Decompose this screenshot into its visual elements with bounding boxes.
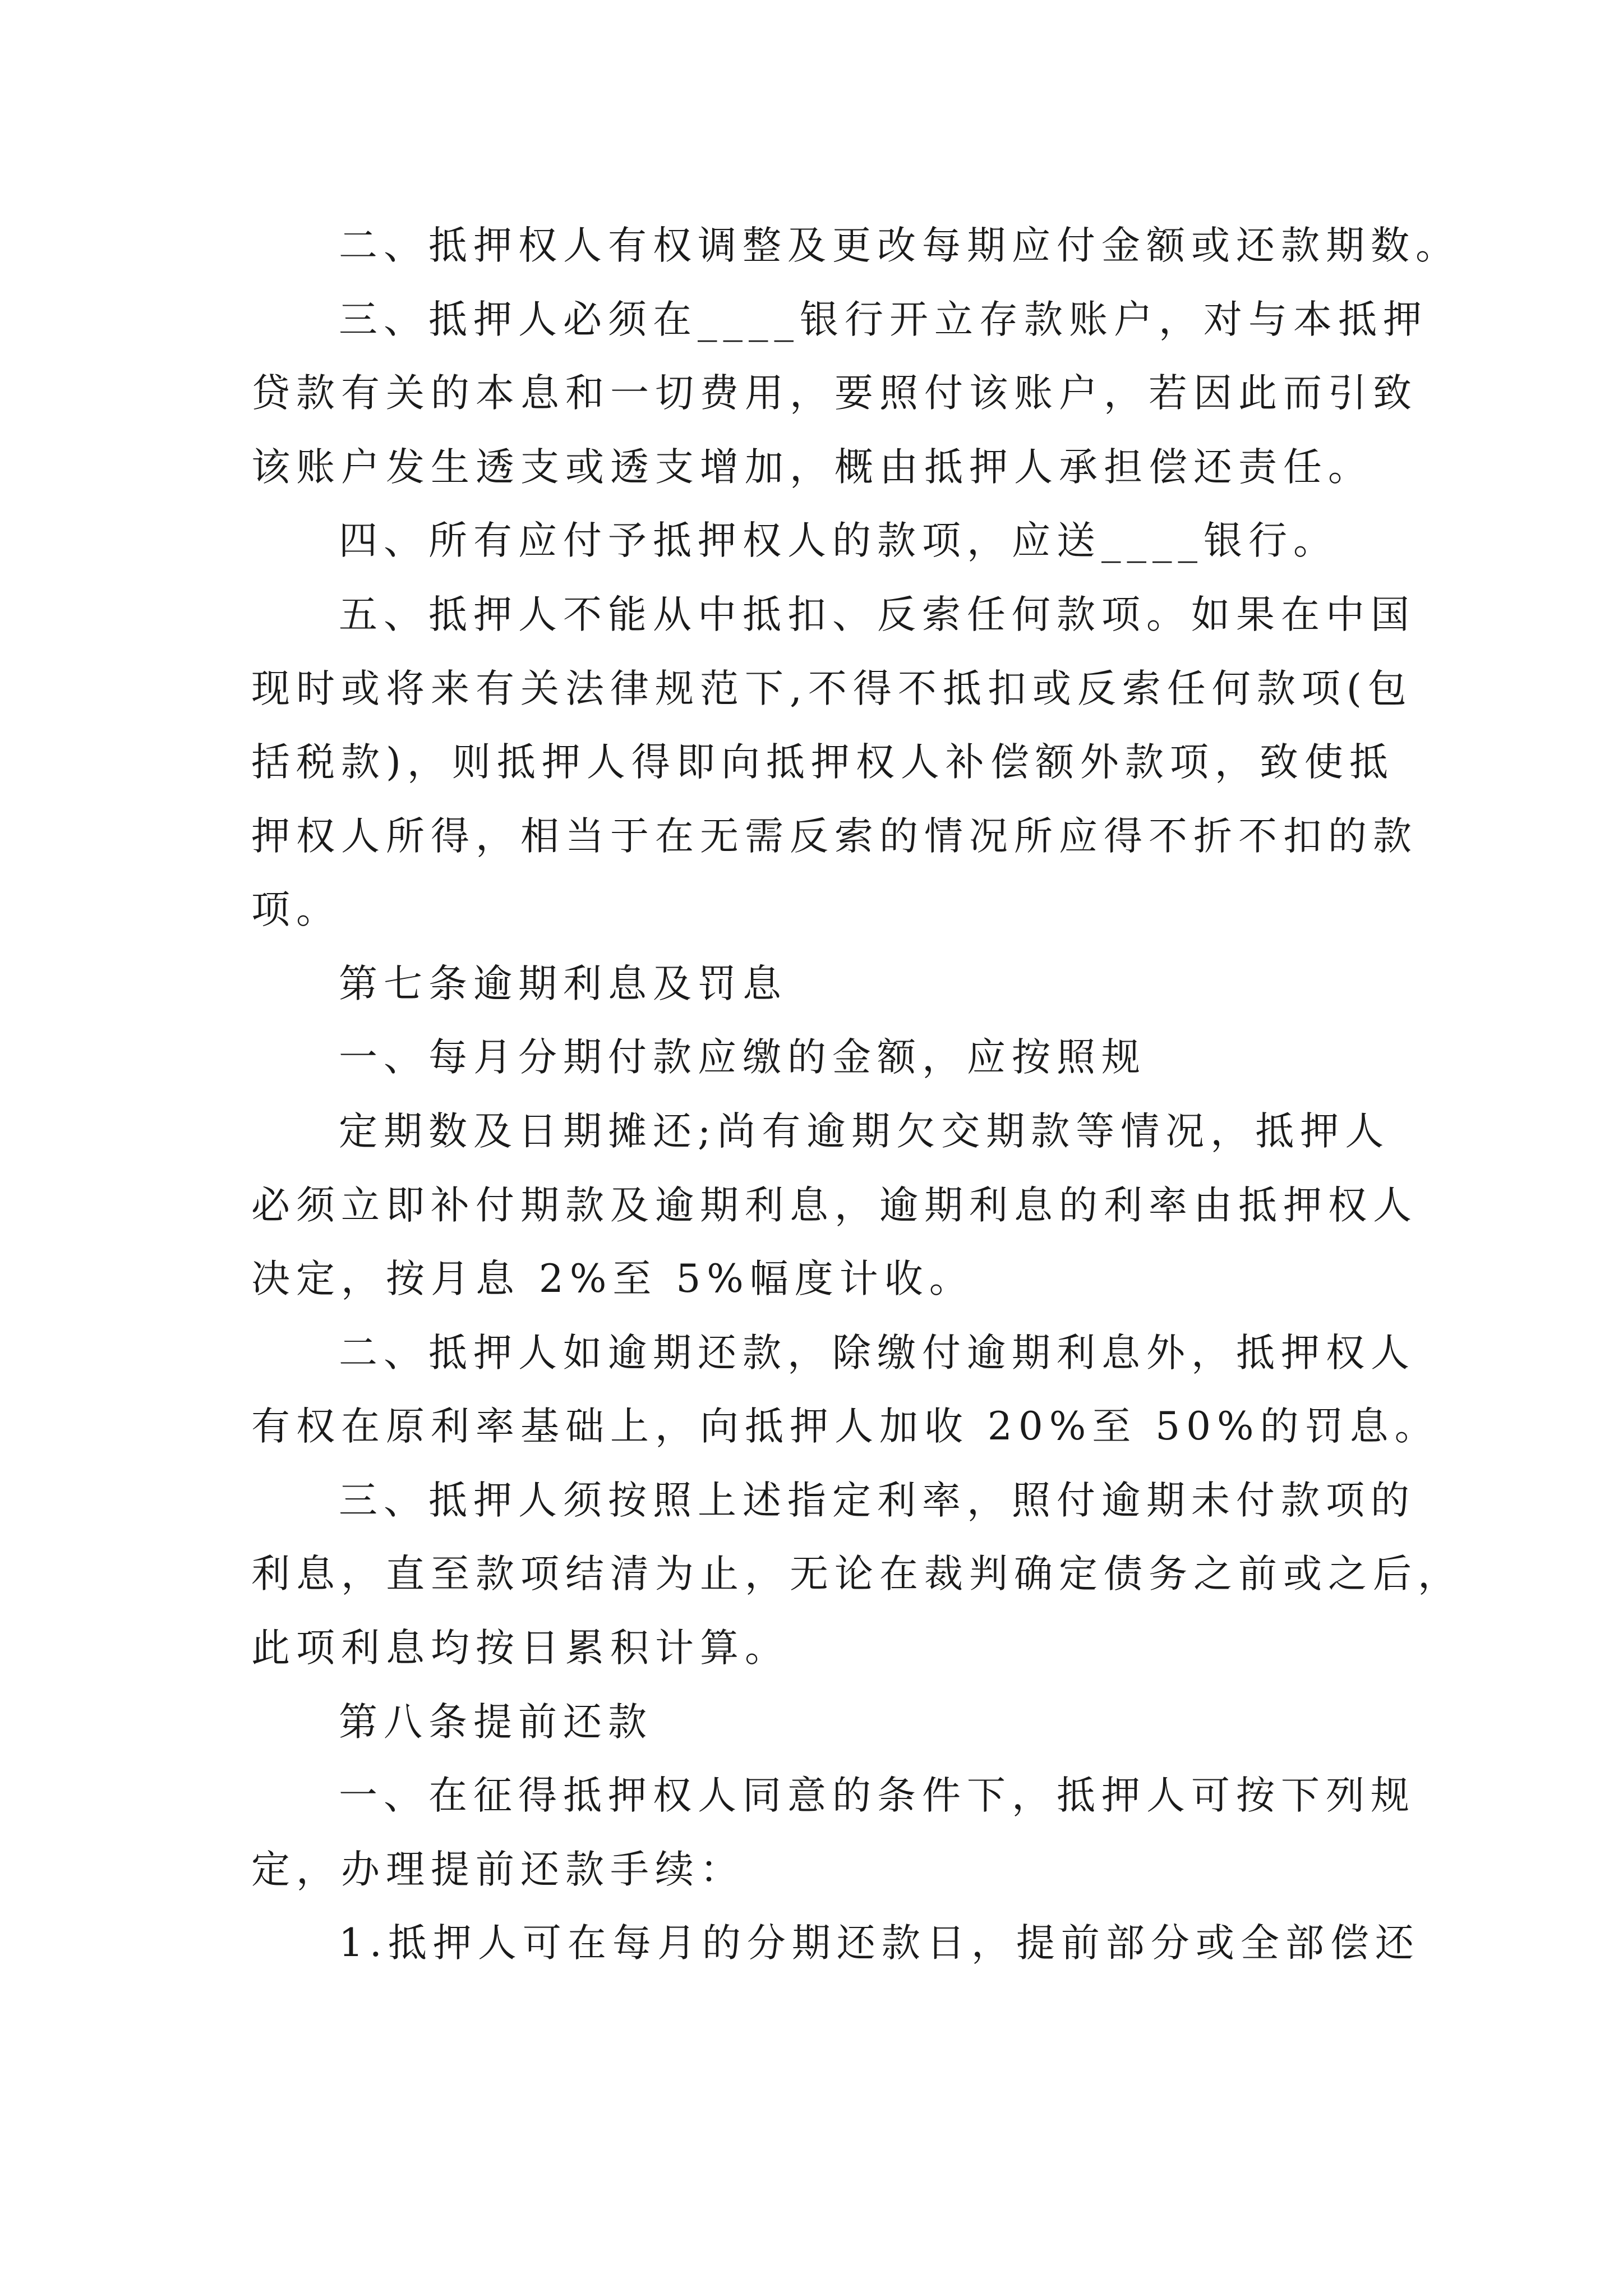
paragraph-line: 括税款)，则抵押人得即向抵押权人补偿额外款项，致使抵	[251, 740, 1394, 785]
section-heading: 第八条提前还款	[339, 1700, 653, 1745]
paragraph-line: 定期数及日期摊还;尚有逾期欠交期款等情况，抵押人	[339, 1109, 1390, 1154]
paragraph-line: 1.抵押人可在每月的分期还款日，提前部分或全部偿还	[339, 1921, 1420, 1966]
paragraph-line: 必须立即补付期款及逾期利息，逾期利息的利率由抵押权人	[251, 1183, 1418, 1228]
paragraph-line: 该账户发生透支或透支增加，概由抵押人承担偿还责任。	[251, 445, 1373, 490]
paragraph-line: 决定，按月息 2%至 5%幅度计收。	[251, 1257, 974, 1301]
paragraph-line: 二、抵押人如逾期还款，除缴付逾期利息外，抵押权人	[339, 1331, 1415, 1375]
paragraph-line: 现时或将来有关法律规范下,不得不抵扣或反索任何款项(包	[251, 666, 1413, 711]
paragraph-line: 三、抵押人须按照上述指定利率，照付逾期未付款项的	[339, 1478, 1415, 1523]
paragraph-line: 此项利息均按日累积计算。	[251, 1626, 790, 1671]
paragraph-line: 有权在原利率基础上，向抵押人加收 20%至 50%的罚息。	[251, 1404, 1440, 1449]
paragraph-line: 贷款有关的本息和一切费用，要照付该账户，若因此而引致	[251, 371, 1418, 416]
paragraph-line: 利息，直至款项结清为止，无论在裁判确定债务之前或之后，	[251, 1552, 1463, 1596]
section-heading: 第七条逾期利息及罚息	[339, 961, 787, 1006]
paragraph-line: 四、所有应付予抵押权人的款项，应送____银行。	[339, 518, 1338, 563]
paragraph-line: 押权人所得，相当于在无需反索的情况所应得不折不扣的款	[251, 814, 1418, 859]
paragraph-line: 定，办理提前还款手续：	[251, 1847, 745, 1892]
paragraph-line: 一、每月分期付款应缴的金额，应按照规	[339, 1035, 1146, 1080]
paragraph-line: 二、抵押权人有权调整及更改每期应付金额或还款期数。	[339, 223, 1460, 268]
paragraph-line: 项。	[251, 887, 341, 932]
paragraph-line: 一、在征得抵押权人同意的条件下，抵押人可按下列规	[339, 1773, 1415, 1818]
paragraph-line: 三、抵押人必须在____银行开立存款账户，对与本抵押	[339, 297, 1428, 342]
paragraph-line: 五、抵押人不能从中抵扣、反索任何款项。如果在中国	[339, 592, 1415, 637]
